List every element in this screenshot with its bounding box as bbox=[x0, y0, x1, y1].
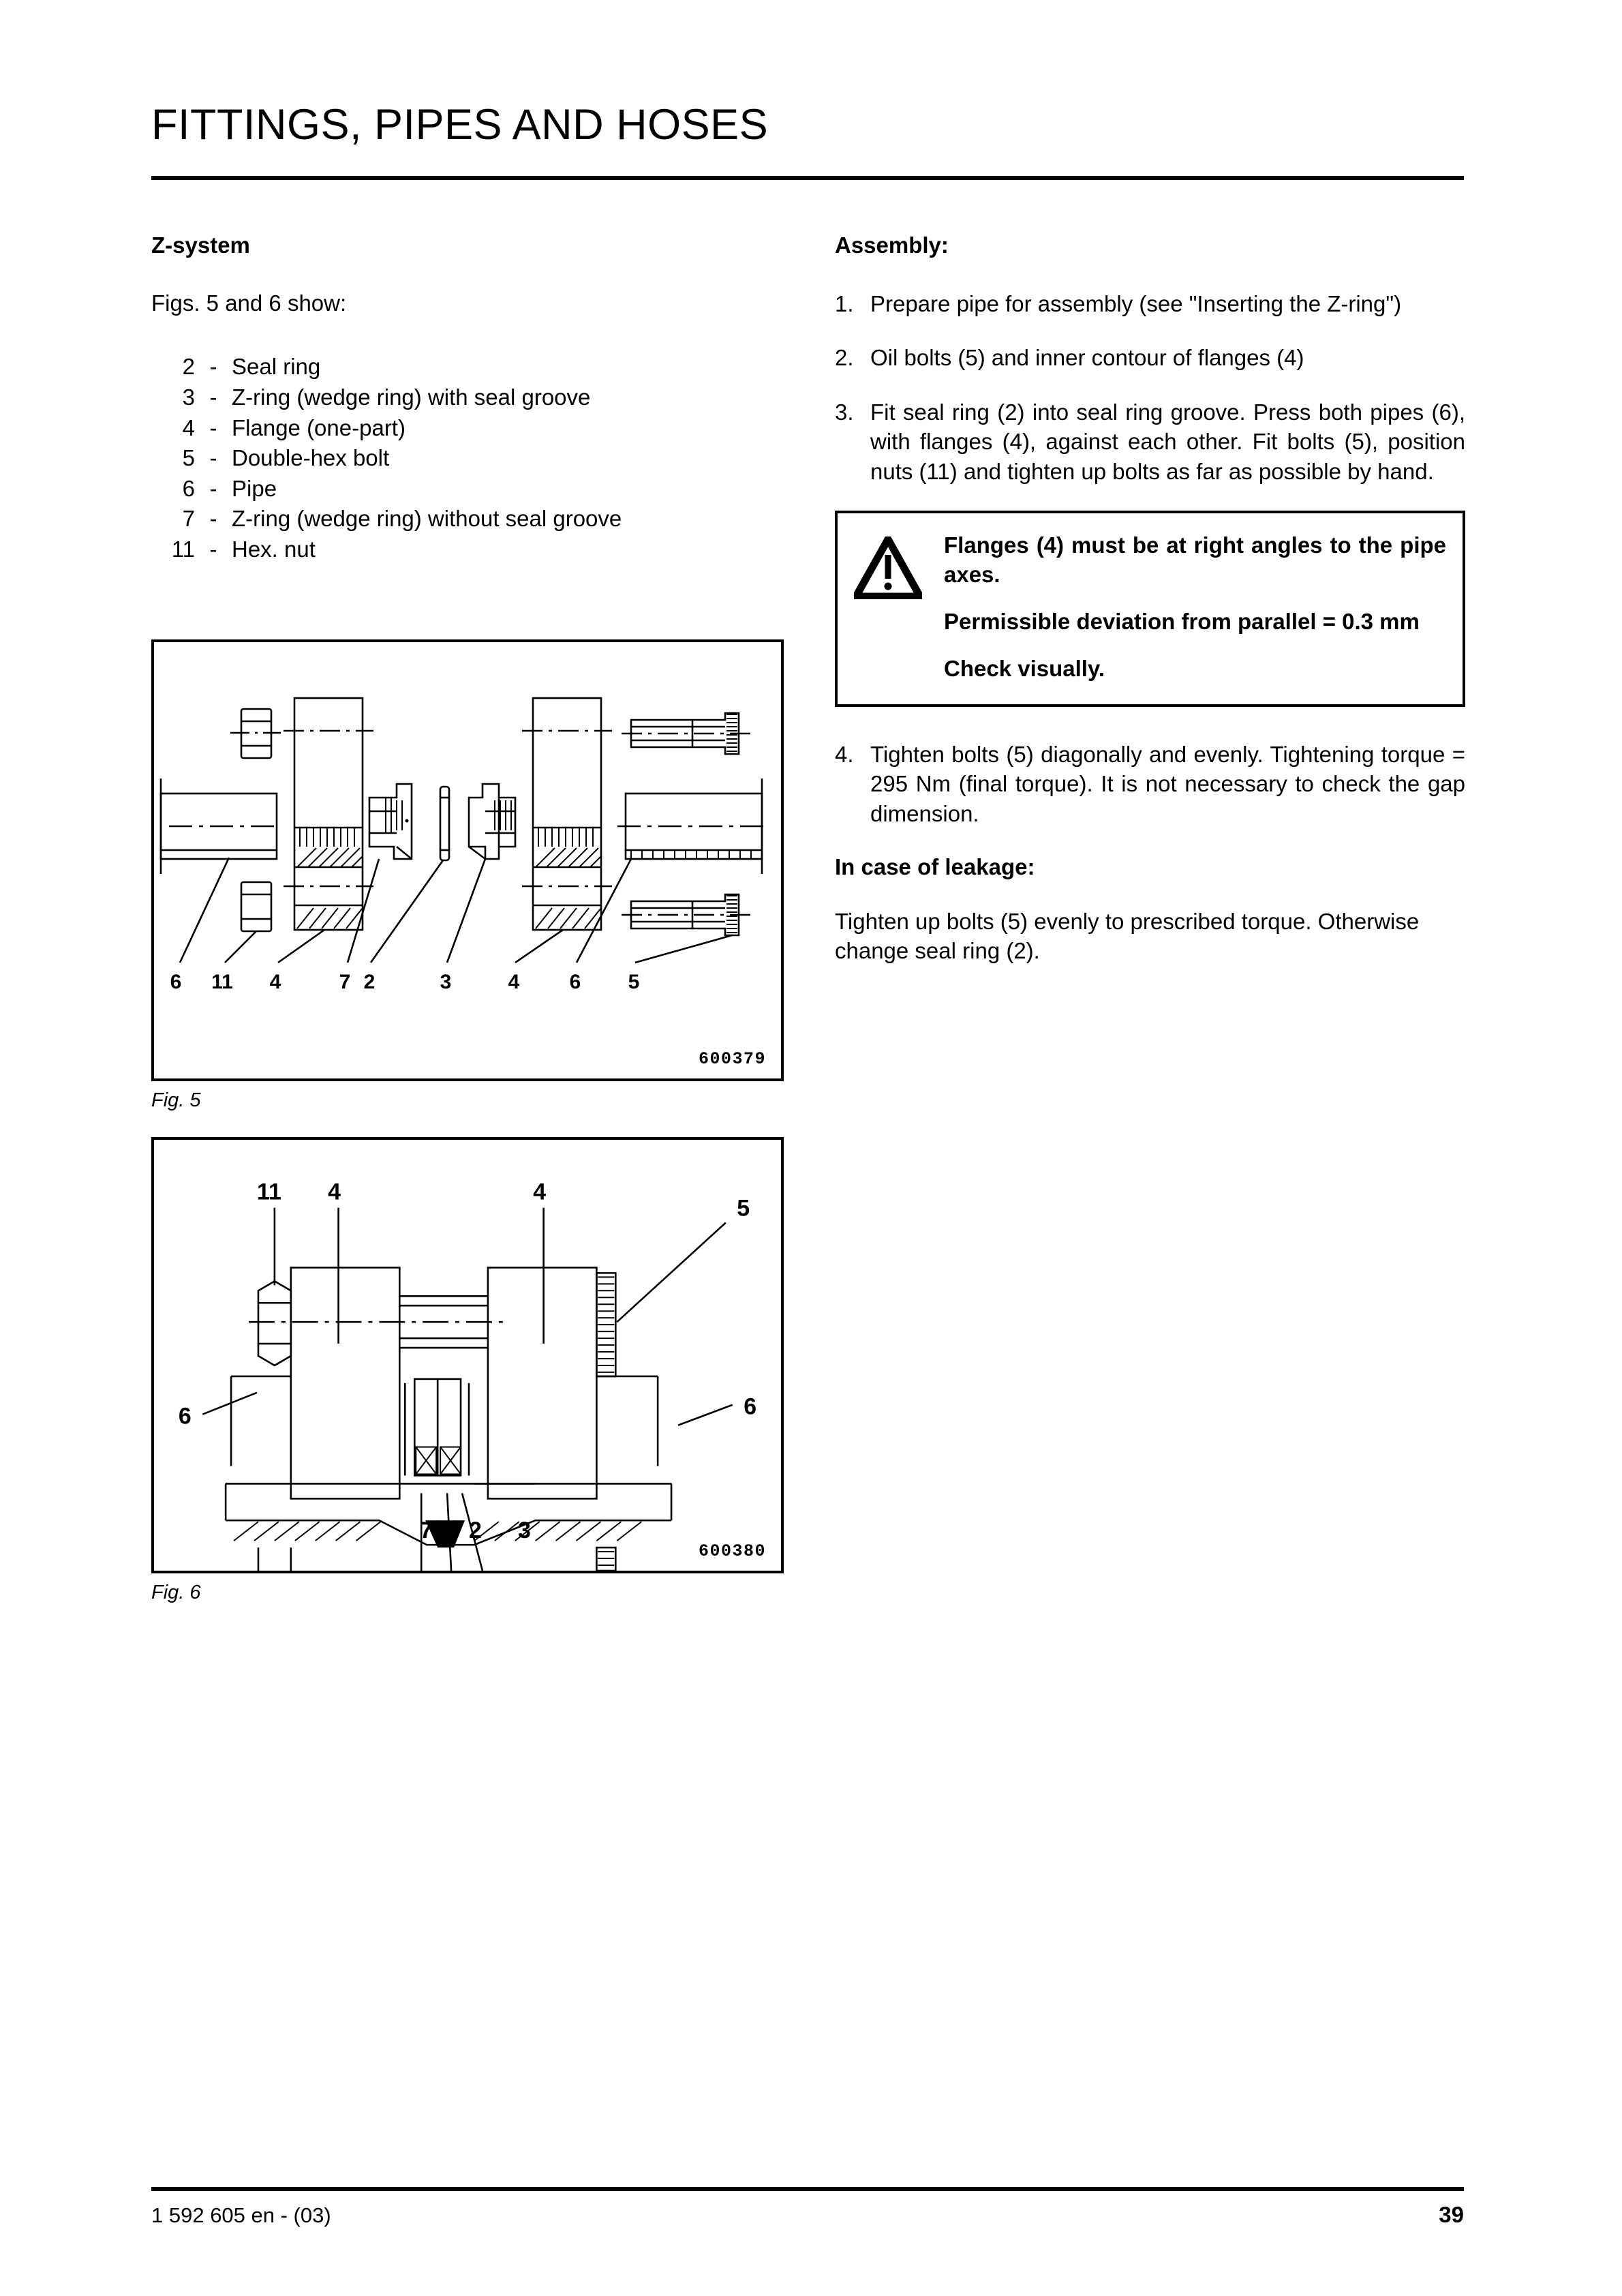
part-number: 2 bbox=[182, 354, 195, 380]
figure-callout: 4 bbox=[328, 1179, 341, 1205]
part-dash: - bbox=[209, 506, 217, 532]
list-item bbox=[835, 289, 1465, 319]
left-column bbox=[151, 232, 792, 564]
section-heading-leakage: In case of leakage: bbox=[835, 854, 1035, 879]
figure-5-caption: Fig. 5 bbox=[151, 1089, 201, 1111]
part-dash: - bbox=[209, 475, 217, 501]
step-text: Prepare pipe for assembly (see "Inserting the Z-ring") bbox=[870, 290, 1402, 316]
step-text: Tighten bolts (5) diagonally and evenly. Tightening torque = 295 Nm (final torque). It is not necessary to check the gap dimension. bbox=[870, 741, 1465, 826]
figure-6-caption: Fig. 6 bbox=[151, 1582, 201, 1603]
warning-triangle-exclamation-icon bbox=[854, 531, 936, 603]
figure-callout: 5 bbox=[628, 971, 640, 993]
list-item bbox=[151, 382, 792, 413]
section-heading-assembly: Assembly: bbox=[835, 232, 949, 258]
figure-callout: 6 bbox=[178, 1403, 192, 1430]
step-number: 4. bbox=[835, 741, 854, 767]
list-item bbox=[151, 504, 792, 534]
part-label: Seal ring bbox=[232, 354, 321, 380]
part-label: Hex. nut bbox=[232, 536, 316, 562]
figure-6-frame bbox=[151, 1137, 784, 1573]
figure-callout: 4 bbox=[269, 971, 281, 993]
figure-callout: 2 bbox=[363, 971, 376, 993]
warning-box bbox=[835, 511, 1465, 707]
figure-callout: 7 bbox=[420, 1517, 433, 1543]
figure-callout: 6 bbox=[744, 1393, 757, 1420]
page-header bbox=[151, 102, 1464, 147]
figure-callout: 4 bbox=[533, 1179, 547, 1205]
warning-line: Permissible deviation from parallel = 0.3 mm bbox=[944, 609, 1420, 635]
part-dash: - bbox=[209, 414, 217, 440]
right-column bbox=[835, 232, 1465, 966]
footer-divider bbox=[151, 2187, 1464, 2191]
figure-callout: 3 bbox=[440, 971, 452, 993]
list-item bbox=[151, 352, 792, 382]
list-item bbox=[835, 397, 1465, 487]
section-heading-z-system: Z-system bbox=[151, 232, 250, 258]
warning-line: Flanges (4) must be at right angles to the pipe axes. bbox=[944, 532, 1446, 588]
figure-6-drawing-number: 600380 bbox=[698, 1541, 766, 1561]
assembly-steps bbox=[835, 289, 1465, 487]
part-number: 11 bbox=[171, 536, 195, 562]
leakage-text: Tighten up bolts (5) evenly to prescribed torque. Otherwise change seal ring (2). bbox=[835, 909, 1420, 964]
list-item bbox=[151, 413, 792, 444]
figure-callout: 11 bbox=[257, 1179, 281, 1205]
step-number: 3. bbox=[835, 399, 854, 425]
figure-6-assembled-section-drawing bbox=[154, 1140, 781, 1571]
part-label: Flange (one-part) bbox=[232, 414, 406, 440]
figure-5-exploded-drawing bbox=[154, 642, 781, 1078]
figure-callout: 5 bbox=[737, 1195, 750, 1222]
warning-text-block bbox=[936, 531, 1446, 684]
page-number: 39 bbox=[1439, 2202, 1464, 2227]
list-item bbox=[835, 343, 1465, 373]
list-item bbox=[151, 443, 792, 474]
figure-5-frame bbox=[151, 639, 784, 1081]
list-item bbox=[151, 534, 792, 565]
list-item bbox=[835, 740, 1465, 829]
step-text: Oil bolts (5) and inner contour of flanges (4) bbox=[870, 345, 1304, 371]
part-number: 4 bbox=[182, 414, 195, 440]
part-label: Double-hex bolt bbox=[232, 445, 390, 471]
parts-list bbox=[151, 352, 792, 564]
figure-callout: 6 bbox=[170, 971, 182, 993]
page-title: FITTINGS, PIPES AND HOSES bbox=[151, 101, 769, 149]
part-label: Z-ring (wedge ring) with seal groove bbox=[232, 384, 591, 410]
part-number: 3 bbox=[182, 384, 195, 410]
figure-callout: 11 bbox=[211, 971, 233, 993]
assembly-steps-continued bbox=[835, 740, 1465, 829]
figure-callout: 3 bbox=[518, 1517, 531, 1543]
part-label: Pipe bbox=[232, 475, 277, 501]
part-number: 7 bbox=[182, 506, 195, 532]
figure-callout: 7 bbox=[339, 971, 351, 993]
warning-line: Check visually. bbox=[944, 656, 1105, 681]
step-text: Fit seal ring (2) into seal ring groove. Press both pipes (6), with flanges (4), against each other. Fit bolts (5), position nuts (11) and tighten up bolts as far as possible by hand. bbox=[870, 399, 1465, 484]
figure-callout: 6 bbox=[569, 971, 581, 993]
figure-5-drawing-number: 600379 bbox=[698, 1049, 766, 1069]
figures-intro-text: Figs. 5 and 6 show: bbox=[151, 290, 347, 316]
part-number: 5 bbox=[182, 445, 195, 471]
figure-callout: 4 bbox=[508, 971, 520, 993]
part-number: 6 bbox=[182, 475, 195, 501]
part-dash: - bbox=[209, 445, 217, 471]
part-label: Z-ring (wedge ring) without seal groove bbox=[232, 506, 622, 532]
part-dash: - bbox=[209, 536, 217, 562]
figure-callout: 2 bbox=[469, 1517, 482, 1543]
header-divider bbox=[151, 176, 1464, 180]
part-dash: - bbox=[209, 384, 217, 410]
list-item bbox=[151, 474, 792, 504]
document-number: 1 592 605 en - (03) bbox=[151, 2203, 331, 2227]
step-number: 1. bbox=[835, 290, 854, 316]
part-dash: - bbox=[209, 354, 217, 380]
step-number: 2. bbox=[835, 345, 854, 371]
